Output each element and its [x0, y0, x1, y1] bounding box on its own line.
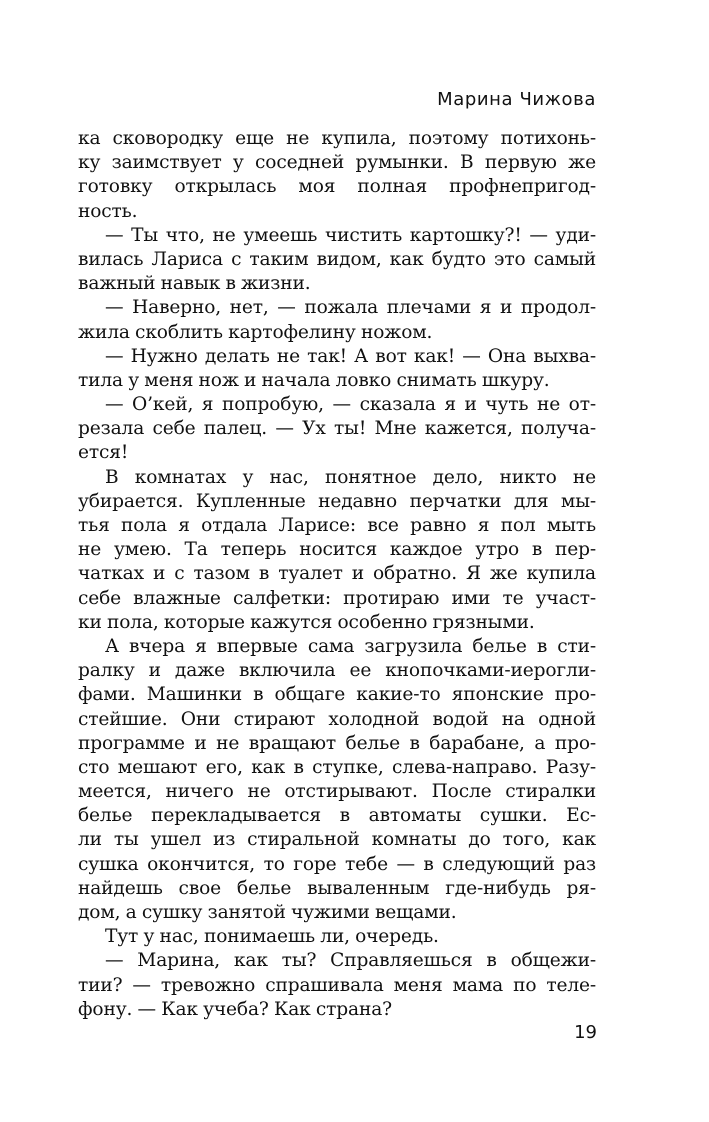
text-line: себе влажные салфетки: протираю ими те участ- [78, 587, 596, 609]
text-line: найдешь свое белье вываленным где-нибудь ря- [78, 877, 596, 899]
text-line: тии? — тревожно спрашивала меня мама по теле- [78, 974, 596, 996]
text-line: ется! [78, 442, 129, 464]
text-line: — Марина, как ты? Справляешься в общежи- [105, 950, 596, 972]
text-line: резала себе палец. — Ух ты! Мне кажется, получа- [78, 418, 596, 440]
text-line: дом, а сушку занятой чужими вещами. [78, 902, 457, 923]
text-line: стейшие. Они стирают холодной водой на одной [78, 708, 596, 730]
text-line: ку заимствует у соседней румынки. В первую же [78, 152, 596, 174]
text-line: чатках и с тазом в туалет и обратно. Я же купила [78, 563, 596, 585]
text-line: — Наверно, нет, — пожала плечами я и продол- [105, 297, 596, 319]
text-line: тила у меня нож и начала ловко снимать шкуру. [78, 369, 550, 391]
text-line: жила скоблить картофелину ножом. [78, 321, 433, 343]
body-text [78, 127, 596, 1022]
text-line: сто мешают его, как в ступке, слева-направо. Разу- [78, 756, 596, 778]
text-line: программе и не вращают белье в барабане, а про- [78, 732, 596, 754]
text-line: сушка окончится, то горе тебе — в следующий раз [78, 853, 596, 875]
text-line: В комнатах у нас, понятное дело, никто не [105, 466, 596, 488]
text-line: Тут у нас, понимаешь ли, очередь. [105, 926, 439, 948]
text-line: не умею. Та теперь носится каждое утро в пер- [78, 539, 596, 561]
text-line: — Нужно делать не так! А вот как! — Она выхва- [105, 345, 596, 367]
text-line: ли ты ушел из стиральной комнаты до того, как [78, 829, 596, 851]
running-head-author: Марина Чижова [437, 89, 596, 110]
text-line: ка сковородку еще не купила, поэтому потихонь- [78, 128, 596, 149]
text-line: — О’кей, я попробую, — сказала я и чуть не от- [105, 394, 596, 416]
text-line: фами. Машинки в общаге какие-то японские про- [78, 684, 596, 706]
text-line: белье перекладывается в автоматы сушки. Ес- [78, 805, 596, 827]
text-line: меется, ничего не отстирывают. После стиралки [78, 781, 596, 803]
text-line: А вчера я впервые сама загрузила белье в сти- [105, 635, 596, 657]
text-line: ность. [78, 200, 138, 222]
text-line: фону. — Как учеба? Как страна? [78, 998, 392, 1020]
page-number: 19 [574, 1022, 597, 1043]
text-line: вилась Лариса с таким видом, как будто это самый [78, 248, 596, 270]
text-line: ки пола, которые кажутся особенно грязными. [78, 611, 535, 633]
text-line: — Ты что, не умеешь чистить картошку?! — уди- [105, 224, 596, 246]
text-line: тья пола я отдала Ларисе: все равно я пол мыть [78, 515, 596, 536]
text-line: убирается. Купленные недавно перчатки для мы- [78, 490, 596, 512]
text-line: ралку и даже включила ее кнопочками-иерогли- [78, 660, 596, 682]
text-line: готовку открылась моя полная профнепригод- [78, 176, 596, 198]
text-line: важный навык в жизни. [78, 273, 311, 295]
